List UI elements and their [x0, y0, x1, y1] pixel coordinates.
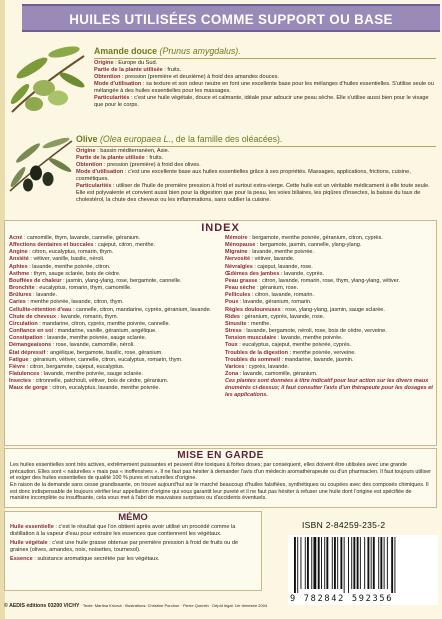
barcode-bar [318, 537, 320, 589]
barcode-bar [380, 537, 382, 589]
barcode-bar [344, 537, 345, 593]
index-entry: Anxiété : vétiver, vanille, basilic, néroli. [9, 256, 105, 263]
barcode-bar [378, 537, 379, 589]
almond-leaf [14, 54, 50, 82]
barcode-bar [371, 537, 372, 589]
almond-leaf [58, 70, 86, 90]
index-entry: Tension musculaire : lavande, menthe poivrée. [225, 335, 343, 342]
barcode-bar [391, 537, 393, 593]
footer-credits [4, 603, 288, 609]
olive-fruit [23, 179, 33, 192]
olive-latin-name: (Olea europaea L. [99, 134, 171, 144]
barcode-bar [348, 537, 349, 593]
barcode-bar [340, 537, 342, 589]
index-entry: Fièvre : citron, bergamote, cajeput, eucalyptus. [9, 363, 125, 370]
barcode-bar [305, 537, 306, 589]
barcode-bar [353, 537, 355, 589]
barcode-bar [300, 537, 301, 589]
olive-title: Olive (Olea europaea L., de la famille des oléacées). [76, 134, 436, 147]
index-note: Ces plantes sont données à titre indicatif pour leur action sur les divers maux énumérés ci-dessus; il faut consulter l'avis d'un thérapeute pour les dosages et les applications. [225, 378, 434, 399]
almond-row: Obtention : pression (première et deuxième) à froid des amandes douces. [94, 74, 279, 80]
index-entry: Règles douloureuses : rose, ylang-ylang, jasmin, sauge sclarée. [225, 306, 385, 313]
memo-box [4, 511, 262, 591]
olive-row: Mode d'utilisation : c'est une excellente base aux huiles essentielles grâce à ses propriétés. Massages, applications, frictions, cuisine, cosmétiques. [76, 169, 411, 182]
memo-item: Huile végétale : c'est une huile grasse obtenue par première pression à froid de fruits ou de graines (olives, amandes, noix, noisettes, tournesol). [10, 540, 239, 554]
index-entry: Nervosité : vétiver, lavande. [225, 256, 295, 263]
index-entry: Peau sèche : géranium, rose. [225, 285, 299, 292]
olive-row: Origine : bassin méditerranéen, Asie. [76, 148, 170, 154]
index-entry: Toux : eucalyptus, cajeput, menthe poivrée, cyprès. [225, 342, 352, 349]
almond-row: Origine : Europe du Sud. [94, 60, 158, 66]
almond-section [94, 46, 436, 109]
barcode-bar [313, 537, 316, 589]
index-entry: Stress : lavande, bergamote, néroli, rose, bois de cèdre, verveine. [225, 328, 387, 335]
olive-row: Partie de la plante utilisée : fruits. [76, 155, 164, 161]
memo-item: Huile essentielle : c'est le résultat que l'on obtient après avoir utilisé un procédé comme la distillation à la vapeur d'eau pour extraire les essences que contiennent les végétaux. [10, 524, 236, 538]
warning-paragraph: Les huiles essentielles sont très actives, extrêmement puissantes et peuvent être toxiques à fortes doses; par conséquent, elles doivent être utilisées avec une grande précaution. Elles sont « naturelles » mais pas « inoffensives ». Il ne faut pas hésiter à demander l'avis d'un médecin aromathérapeute ou d'un pharmacien. Il faut toujours utiliser et exiger des huiles essentielles de qualité 100 % pures et naturelles d'origine. [10, 462, 432, 482]
index-entry: Démangeaisons : rose, lavande, camomille, néroli. [9, 342, 135, 349]
barcode-bar [394, 537, 395, 593]
almond-title: Amande douce (Prunus amygdalus). [94, 46, 436, 59]
index-entry: Sinusite : menthe. [225, 320, 271, 327]
barcode-bar [387, 537, 388, 589]
barcode-bar [337, 537, 338, 589]
warning-text [5, 462, 436, 502]
barcode-bar [384, 537, 385, 589]
index-column-right [225, 235, 433, 400]
index-entry: Poux : lavande, géranium, romarin. [225, 299, 312, 306]
index-column-left [9, 235, 219, 392]
index-entry: État dépressif : angélique, bergamote, basilic, rose, géranium. [9, 349, 163, 356]
olive-leaf [47, 156, 73, 174]
index-entry: Constipation : lavande, menthe poivrée, sauge sclarée. [9, 335, 147, 342]
index-entry: Troubles de la digestion : menthe poivrée, verveine. [225, 349, 356, 356]
index-entry: Migraine : lavande, menthe poivrée. [225, 249, 314, 256]
barcode-bar [326, 537, 328, 589]
index-entry: Bronchite : eucalyptus, romarin, thym, camomille. [9, 285, 132, 292]
barcode-bar [332, 537, 333, 589]
index-entry: Insectes : citronnelle, patchouli, vétiver, bois de cèdre, géranium. [9, 378, 169, 385]
barcode-bar [311, 537, 312, 589]
index-entry: Aphtes : lavande, menthe poivrée, citron. [9, 263, 111, 270]
index-entry: Chute de cheveux : lavande, romarin, thym. [9, 313, 119, 320]
index-entry: Ménopause : bergamote, jasmin, cannelle, ylang-ylang. [225, 242, 362, 249]
barcode-bar [357, 537, 359, 589]
olive-branch-icon [6, 133, 76, 197]
barcode-bar [360, 537, 361, 589]
memo-text [5, 524, 261, 563]
isbn-number: ISBN 2-84259-235-2 [302, 520, 386, 530]
index-entry: Pellicules : citron, lavande, romarin. [225, 292, 314, 299]
index-entry: Peau grasse : citron, lavande, romarin, rose, thym, ylang-ylang, vétiver. [225, 277, 400, 284]
almond-row: Particularités : c'est une huile végétale, douce et calmante, idéale pour adoucir une peau sèche. Elle s'utilise aussi bien pour le visage que pour le corps. [94, 95, 429, 108]
barcode-bar [364, 537, 365, 589]
barcode-bar [367, 537, 369, 589]
index-entry: Confiance en soi : mandarine, vanille, géranium, angélique. [9, 328, 157, 335]
barcode-bar [321, 537, 322, 589]
barcode-bar [297, 537, 298, 593]
barcode-bar [324, 537, 325, 589]
index-entry: Varices : cyprès, lavande. [225, 363, 289, 370]
index-entry: Zona : lavande, camomille, géranium. [225, 370, 318, 377]
olive-leaf [14, 141, 42, 165]
index-entry: Troubles du sommeil : mandarine, lavande, jasmin. [225, 356, 354, 363]
almond-latin-name: (Prunus amygdalus). [159, 46, 241, 56]
index-entry: Asthme : thym, sauge sclarée, bois de cèdre. [9, 270, 121, 277]
almond-leaf [47, 44, 80, 59]
index-box [4, 220, 437, 446]
index-entry: Acné : camomille, thym, lavande, cannelle, géranium. [9, 235, 141, 241]
index-entry: Angine : citron, eucalyptus, romarin, thym. [9, 249, 114, 256]
memo-title: MÉMO [118, 512, 148, 523]
olive-row: Obtention : pression (première) à froid des olives. [76, 162, 201, 168]
index-entry: Bouffées de chaleur : jasmin, ylang-ylang, rose, bergamote, cannelle. [9, 277, 182, 284]
olive-fruit [30, 166, 42, 181]
index-entry: Brûlures : lavande. [9, 292, 58, 299]
almond-fruit [48, 91, 68, 106]
barcode-digits: 9 782842 592356 [290, 594, 394, 604]
olive-fruit [43, 172, 54, 186]
almond-fruit [25, 97, 43, 111]
index-entry: Mémoire : bergamote, menthe poivrée, géranium, citron, cyprès. [225, 235, 383, 241]
olive-family: , de la famille des oléacées). [170, 134, 283, 144]
index-entry: Rides : géranium, cyprès, lavande, rose. [225, 313, 325, 320]
olive-section [76, 134, 436, 204]
almond-row: Partie de la plante utilisée : fruits. [94, 67, 182, 73]
index-entry: Fatigue : géranium, vétiver, cannelle, citron, eucalyptus, romarin, thym. [9, 356, 183, 363]
barcode-bar [351, 537, 352, 589]
footer-credits-text: · Texte: Martina Krčová · Illustrations: Christine Porchon · Pierre Quentin · Dépôt légal: 1er trimestre 2004 [79, 603, 268, 608]
index-entry: Flatulences : lavande, menthe poivrée, sauge sclarée. [9, 370, 143, 377]
index-entry: Cellulite-rétention d'eau : cannelle, citron, mandarine, cyprès, géranium, lavande. [9, 306, 212, 313]
olive-row: Particularités : utiliser de l'huile de première pression à froid et surtout extra-vierge. Cette huile est un véritable médicament à elle toute seule. Elle est polyvalente et convient aussi bien pour la digestion que pour la peau, les voies biliaires, les piqûres d'insectes, la baisse du taux de cholestérol, la chute des cheveux ou les inflammations, sans oublier la cuisine. [76, 183, 430, 203]
almond-row: Mode d'utilisation : sa texture et son odeur neutre en font une excellente base pour les mélanges d'huiles essentielles. S'utilise seule ou mélangée à des huiles essentielles pour les massages. [94, 81, 434, 94]
almond-branch-icon [6, 42, 90, 118]
index-entry: Affections dentaires et buccales : cajeput, citron, menthe. [9, 242, 156, 249]
barcode-bar [307, 537, 309, 589]
barcode-bar [294, 537, 296, 593]
index-entry: Maux de gorge : citron, eucalyptus, lavande, menthe poivrée. [9, 385, 161, 392]
publisher-brand: © AEDIS éditions 03200 VICHY [4, 603, 80, 609]
index-entry: Névralgies : cajeput, lavande, rose. [225, 263, 313, 270]
index-entry: Caries : menthe poivrée, lavande, citron, thym. [9, 299, 124, 306]
index-entry: Circulation : mandarine, citron, cyprès, menthe poivrée, cannelle. [9, 320, 171, 327]
warning-paragraph: En raison de la demande sans cesse grandissante, on trouve aujourd'hui sur le marché beaucoup d'huiles falsifiées, synthétiques ou coupées avec des composés chimiques. Il est donc indispensable de toujours vérifier leur appellation d'origine qui vous garantit leur pureté et il ne faut pas hésiter à refuser une huile dont l'origine est spécifiée de manière incomplète ou insuffisante, cela vous met à l'abri de mauvaises surprises ou d'accidents éventuels. [10, 482, 429, 502]
index-title: INDEX [201, 222, 240, 234]
barcode-icon [288, 535, 438, 593]
barcode-bar [334, 537, 336, 589]
barcode-bar [373, 537, 375, 589]
warning-title: MISE EN GARDE [177, 450, 264, 461]
memo-item: Essence : substance aromatique secrétée par les végétaux. [10, 556, 160, 563]
page-title-banner: HUILES UTILISÉES COMME SUPPORT OU BASE [22, 4, 440, 32]
warning-box [4, 448, 437, 508]
olive-leaf [42, 136, 70, 150]
index-entry: Œdèmes des jambes : lavande, cyprès. [225, 270, 325, 277]
